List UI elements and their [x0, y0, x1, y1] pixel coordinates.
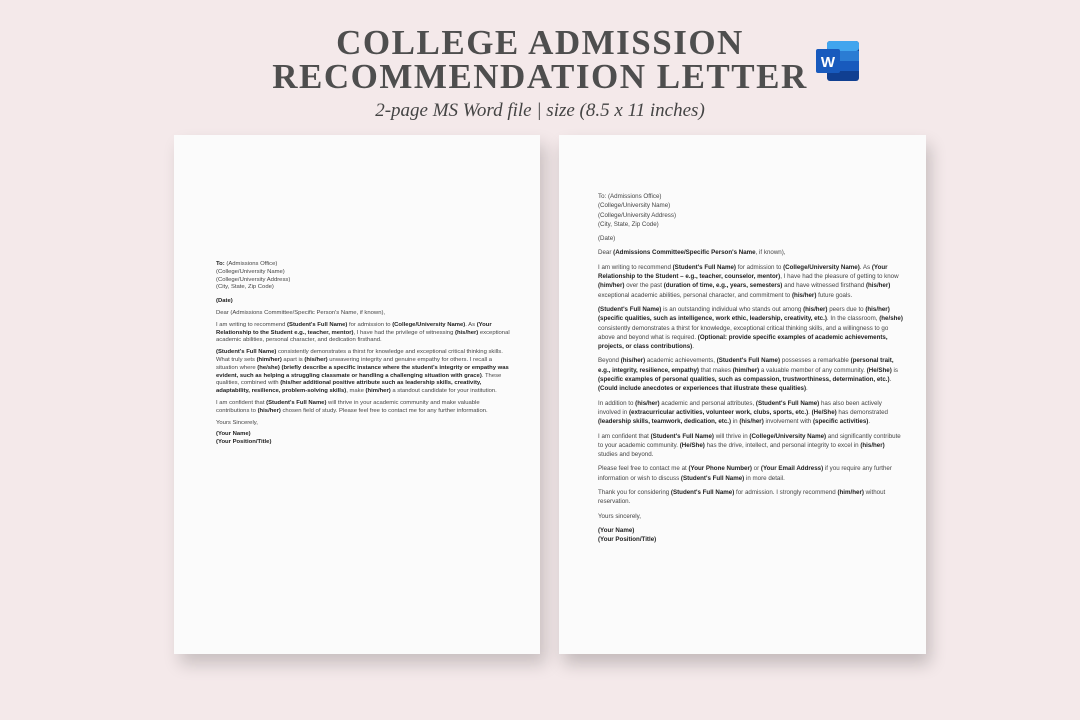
header	[0, 23, 1080, 122]
paragraph-1: I am writing to recommend (Student's Full Name) for admission to (College/University Name). As (Your Relationship to the Student – e.g., teacher, counselor, mentor), I have had the pleasure of getting to know (him/her) over the past (duration of time, e.g., years, semesters) and have witnessed firsthand (his/her) exceptional academic abilities, personal character, and commitment to (his/her) future goals.	[598, 263, 899, 299]
paragraph-4: In addition to (his/her) academic and personal attributes, (Student's Full Name) has also been actively involved in (extracurricular activities, volunteer work, clubs, sports, etc.). (He/She) has demonstrated (leadership skills, teamwork, dedication, etc.) in (his/her) involvement with (specific activities).	[598, 399, 888, 426]
greeting: Dear (Admissions Committee/Specific Person's Name, if known),	[216, 309, 386, 316]
recipient-block	[216, 261, 511, 292]
greeting: Dear (Admissions Committee/Specific Person's Name, if known),	[598, 249, 786, 257]
date: (Date)	[216, 298, 233, 305]
title-line-2: RECOMMENDATION LETTER	[272, 57, 808, 96]
paragraph-2: (Student's Full Name) is an outstanding individual who stands out among (his/her) peers due to (his/her) (specific qualities, such as intelligence, work ethic, leadership, creativity, etc.). In the classroom, (he/she) consistently demonstrates a thirst for knowledge, exceptional critical thinking skills, and a willingness to go above and beyond what is required. (Optional: provide specific examples of academic achievements, projects, or class contributions).	[598, 305, 903, 351]
recipient-block	[598, 192, 904, 229]
signature-block	[598, 526, 904, 545]
city-state-zip: (City, State, Zip Code)	[216, 284, 274, 291]
your-name: (Your Name)	[216, 431, 251, 438]
signature-block	[216, 431, 511, 447]
your-name: (Your Name)	[598, 526, 635, 534]
letter-body-1	[216, 261, 511, 447]
title-line-1: COLLEGE ADMISSION	[336, 23, 744, 62]
paragraph-6: Please feel free to contact me at (Your Phone Number) or (Your Email Address) if you require any further information or wish to discuss (Student's Full Name) in more detail.	[598, 465, 892, 482]
to-label: To:	[216, 261, 225, 267]
paragraph-3: Beyond (his/her) academic achievements, (Student's Full Name) possesses a remarkable (personal trait, e.g., integrity, resilience, empathy) that makes (him/her) a valuable member of any community. (He/She) is (specific examples of personal qualities, such as compassion, trustworthiness, determination, etc.). (Could include anecdotes or experiences that illustrate these qualities).	[598, 357, 898, 393]
paragraph-1: I am writing to recommend (Student's Full Name) for admission to (College/University Name). As (Your Relationship to the Student e.g., teacher, mentor), I have had the privilege of witnessing (his/her) exceptional academic abilities, personal character, and dedication firsthand.	[216, 321, 510, 344]
to-office: (Admissions Office)	[226, 261, 278, 267]
college-address: (College/University Address)	[216, 276, 291, 283]
city-state-zip: (City, State, Zip Code)	[598, 220, 659, 228]
college-name: (College/University Name)	[598, 202, 671, 210]
college-name: (College/University Name)	[216, 268, 285, 275]
letter-page-2	[559, 135, 926, 654]
closing: Yours sincerely,	[598, 512, 641, 520]
subtitle: 2-page MS Word file | size (8.5 x 11 inches)	[375, 100, 705, 121]
your-title: (Your Position/Title)	[216, 439, 272, 446]
paragraph-5: I am confident that (Student's Full Name) will thrive in (College/University Name) and significantly contribute to your academic community. (He/She) has the drive, intellect, and personal integrity to excel in (his/her) studies and beyond.	[598, 432, 901, 459]
your-title: (Your Position/Title)	[598, 536, 657, 544]
paragraph-3: I am confident that (Student's Full Name) will thrive in your academic community and make valuable contributions to (his/her) chosen field of study. Please feel free to contact me for any further information.	[216, 399, 488, 414]
recipient-to-line: To: (Admissions Office)	[598, 193, 662, 200]
paragraph-7: Thank you for considering (Student's Full Name) for admission. I strongly recommend (him/her) without reservation.	[598, 489, 886, 506]
word-logo-letter: W	[820, 54, 836, 71]
ms-word-icon	[816, 41, 859, 81]
letter-page-1	[174, 135, 540, 654]
letter-body-2	[598, 192, 904, 545]
date: (Date)	[598, 235, 616, 243]
college-address: (College/University Address)	[598, 211, 677, 219]
closing: Yours Sincerely,	[216, 419, 258, 426]
recipient-to-line	[216, 261, 511, 269]
paragraph-2: (Student's Full Name) consistently demonstrates a thirst for knowledge and exceptional critical thinking skills. What truly sets (him/her) apart is (his/her) unwavering integrity and genuine empathy for others. I recall a situation where (he/she) (briefly describe a specific instance where the student's integrity or empathy was evident, such as helping a struggling classmate or handling a challenging situation with grace). These qualities, combined with (his/her additional positive attribute such as leadership skills, creativity, adaptability, resilience, problem-solving skills), make (him/her) a standout candidate for your institution.	[216, 349, 509, 395]
